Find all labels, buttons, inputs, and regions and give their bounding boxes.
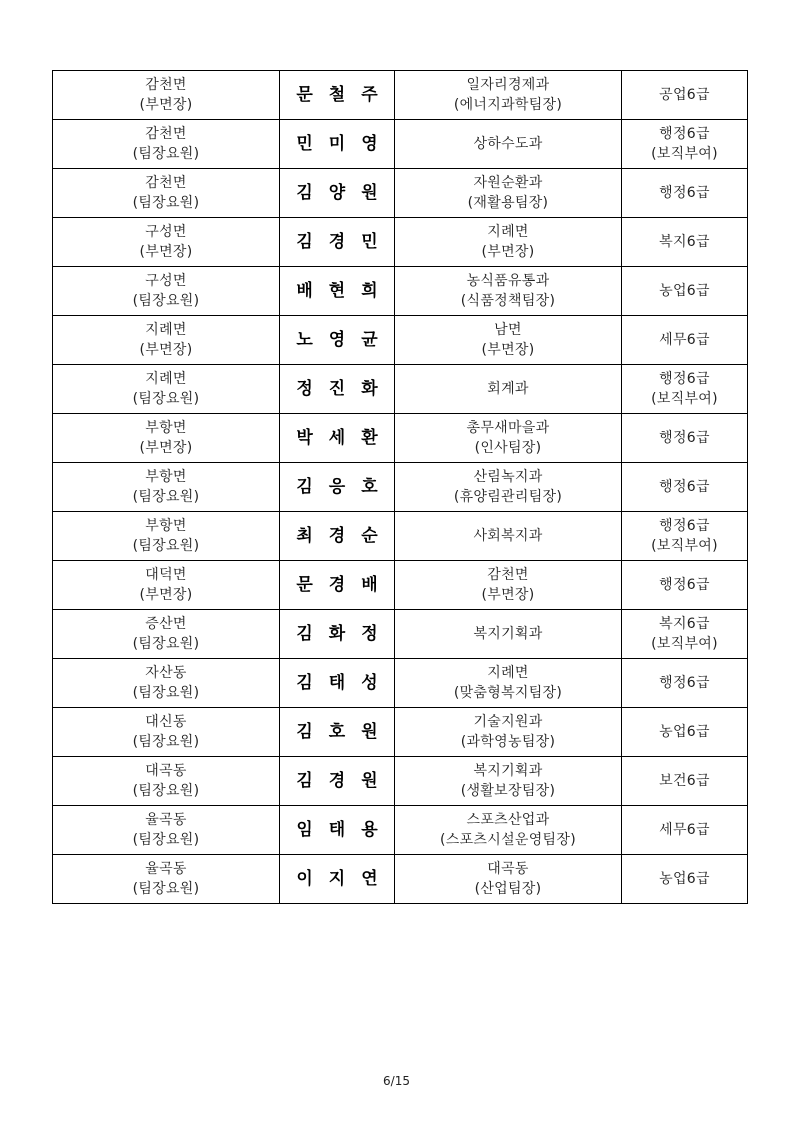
grade-line: 행정6급 (659, 371, 710, 387)
current-post-cell (53, 316, 280, 365)
new-post-line: 감천면 (487, 567, 529, 583)
current-post-line: 구성면 (145, 273, 187, 289)
employee-name-cell (280, 120, 395, 169)
current-post-line: (팀장요원) (132, 685, 200, 701)
current-post-line: (팀장요원) (132, 832, 200, 848)
current-post-line: (팀장요원) (132, 734, 200, 750)
new-post-cell (395, 316, 622, 365)
current-post-line: (부면장) (139, 587, 193, 603)
grade-line: (보직부여) (651, 146, 718, 162)
grade-line: 행정6급 (659, 185, 710, 201)
current-post-line: 대덕면 (145, 567, 187, 583)
current-post-cell (53, 561, 280, 610)
employee-name-cell (280, 169, 395, 218)
grade-line: 농업6급 (659, 283, 710, 299)
table-row (53, 757, 748, 806)
grade-cell (622, 71, 748, 120)
current-post-cell (53, 71, 280, 120)
grade-line: 복지6급 (659, 234, 710, 250)
table-row (53, 365, 748, 414)
employee-name-cell (280, 561, 395, 610)
grade-cell (622, 169, 748, 218)
new-post-cell (395, 71, 622, 120)
new-post-cell (395, 463, 622, 512)
table-row (53, 659, 748, 708)
current-post-cell (53, 365, 280, 414)
grade-line: 행정6급 (659, 430, 710, 446)
new-post-cell (395, 708, 622, 757)
employee-name-cell (280, 855, 395, 904)
current-post-line: (부면장) (139, 342, 193, 358)
current-post-line: 부항면 (145, 518, 187, 534)
employee-name-cell (280, 512, 395, 561)
employee-name-cell (280, 463, 395, 512)
employee-name-cell (280, 414, 395, 463)
current-post-line: 지례면 (145, 371, 187, 387)
new-post-line: (부면장) (481, 342, 535, 358)
new-post-line: 사회복지과 (473, 528, 543, 544)
table-row (53, 610, 748, 659)
current-post-line: (팀장요원) (132, 636, 200, 652)
grade-cell (622, 267, 748, 316)
table-row (53, 561, 748, 610)
employee-name: 노영균 (296, 329, 394, 350)
employee-name: 김화정 (296, 623, 394, 644)
employee-name-cell (280, 71, 395, 120)
new-post-cell (395, 757, 622, 806)
new-post-line: 총무새마을과 (466, 420, 550, 436)
grade-cell (622, 855, 748, 904)
current-post-cell (53, 414, 280, 463)
new-post-line: 복지기획과 (473, 626, 543, 642)
grade-cell (622, 463, 748, 512)
grade-cell (622, 610, 748, 659)
table-row (53, 71, 748, 120)
grade-line: 농업6급 (659, 871, 710, 887)
personnel-table (52, 70, 748, 904)
grade-line: 복지6급 (659, 616, 710, 632)
current-post-line: 지례면 (145, 322, 187, 338)
grade-cell (622, 316, 748, 365)
grade-cell (622, 659, 748, 708)
new-post-cell (395, 365, 622, 414)
grade-cell (622, 708, 748, 757)
employee-name: 민미영 (296, 133, 394, 154)
new-post-line: 지례면 (487, 665, 529, 681)
current-post-line: 부항면 (145, 420, 187, 436)
new-post-line: 스포츠산업과 (466, 812, 550, 828)
new-post-line: 기술지원과 (473, 714, 543, 730)
current-post-line: (부면장) (139, 440, 193, 456)
employee-name-cell (280, 610, 395, 659)
current-post-line: (팀장요원) (132, 146, 200, 162)
table-row (53, 120, 748, 169)
current-post-line: (팀장요원) (132, 538, 200, 554)
current-post-line: 대곡동 (145, 763, 187, 779)
current-post-line: (팀장요원) (132, 293, 200, 309)
current-post-line: (팀장요원) (132, 881, 200, 897)
new-post-cell (395, 561, 622, 610)
current-post-line: (팀장요원) (132, 783, 200, 799)
table-row (53, 806, 748, 855)
new-post-line: 복지기획과 (473, 763, 543, 779)
current-post-cell (53, 708, 280, 757)
grade-cell (622, 120, 748, 169)
personnel-table-body (53, 71, 748, 904)
current-post-cell (53, 806, 280, 855)
current-post-line: 율곡동 (145, 861, 187, 877)
new-post-line: 회계과 (487, 381, 529, 397)
table-row (53, 316, 748, 365)
grade-line: 세무6급 (659, 822, 710, 838)
table-row (53, 708, 748, 757)
grade-line: 행정6급 (659, 675, 710, 691)
grade-line: 행정6급 (659, 126, 710, 142)
grade-line: (보직부여) (651, 391, 718, 407)
table-row (53, 463, 748, 512)
employee-name: 배현희 (296, 280, 394, 301)
current-post-line: 대신동 (145, 714, 187, 730)
grade-line: 공업6급 (659, 87, 710, 103)
new-post-line: 남면 (494, 322, 522, 338)
new-post-line: (맞춤형복지팀장) (453, 685, 563, 701)
grade-cell (622, 757, 748, 806)
current-post-cell (53, 120, 280, 169)
employee-name-cell (280, 267, 395, 316)
grade-line: 행정6급 (659, 577, 710, 593)
employee-name: 김호원 (296, 721, 394, 742)
grade-cell (622, 561, 748, 610)
employee-name: 정진화 (296, 378, 394, 399)
employee-name: 김양원 (296, 182, 394, 203)
current-post-line: 율곡동 (145, 812, 187, 828)
employee-name-cell (280, 365, 395, 414)
current-post-line: 자산동 (145, 665, 187, 681)
current-post-cell (53, 855, 280, 904)
employee-name: 김태성 (296, 672, 394, 693)
new-post-cell (395, 267, 622, 316)
new-post-cell (395, 610, 622, 659)
new-post-line: 대곡동 (487, 861, 529, 877)
new-post-line: (휴양림관리팀장) (453, 489, 563, 505)
grade-cell (622, 218, 748, 267)
current-post-cell (53, 267, 280, 316)
current-post-line: 감천면 (145, 77, 187, 93)
new-post-line: (부면장) (481, 587, 535, 603)
employee-name-cell (280, 659, 395, 708)
grade-cell (622, 414, 748, 463)
current-post-cell (53, 218, 280, 267)
current-post-line: 증산면 (145, 616, 187, 632)
employee-name: 임태용 (296, 819, 394, 840)
current-post-cell (53, 659, 280, 708)
table-row (53, 512, 748, 561)
grade-cell (622, 365, 748, 414)
new-post-cell (395, 218, 622, 267)
new-post-line: 자원순환과 (473, 175, 543, 191)
new-post-cell (395, 120, 622, 169)
employee-name-cell (280, 218, 395, 267)
new-post-line: 지례면 (487, 224, 529, 240)
employee-name-cell (280, 316, 395, 365)
grade-line: 세무6급 (659, 332, 710, 348)
new-post-line: (인사팀장) (474, 440, 542, 456)
new-post-cell (395, 806, 622, 855)
current-post-line: 부항면 (145, 469, 187, 485)
new-post-line: (산업팀장) (474, 881, 542, 897)
new-post-line: (에너지과학팀장) (453, 97, 563, 113)
new-post-line: (과학영농팀장) (460, 734, 556, 750)
new-post-line: (스포츠시설운영팀장) (440, 832, 576, 848)
employee-name: 문철주 (296, 84, 394, 105)
employee-name: 최경순 (296, 525, 394, 546)
current-post-cell (53, 463, 280, 512)
current-post-line: (팀장요원) (132, 391, 200, 407)
current-post-line: (팀장요원) (132, 489, 200, 505)
new-post-line: (재활용팀장) (467, 195, 549, 211)
current-post-line: 구성면 (145, 224, 187, 240)
employee-name-cell (280, 806, 395, 855)
employee-name: 김응호 (296, 476, 394, 497)
grade-cell (622, 806, 748, 855)
employee-name: 박세환 (296, 427, 394, 448)
employee-name: 김경민 (296, 231, 394, 252)
new-post-line: 일자리경제과 (466, 77, 550, 93)
current-post-line: (부면장) (139, 244, 193, 260)
new-post-line: (부면장) (481, 244, 535, 260)
grade-line: 농업6급 (659, 724, 710, 740)
employee-name: 김경원 (296, 770, 394, 791)
new-post-cell (395, 169, 622, 218)
new-post-line: 농식품유통과 (466, 273, 550, 289)
table-row (53, 855, 748, 904)
current-post-line: 감천면 (145, 175, 187, 191)
grade-line: (보직부여) (651, 636, 718, 652)
new-post-line: (생활보장팀장) (460, 783, 556, 799)
new-post-cell (395, 512, 622, 561)
grade-line: (보직부여) (651, 538, 718, 554)
grade-line: 보건6급 (659, 773, 710, 789)
new-post-cell (395, 659, 622, 708)
table-row (53, 169, 748, 218)
table-row (53, 414, 748, 463)
new-post-cell (395, 855, 622, 904)
table-row (53, 267, 748, 316)
employee-name-cell (280, 708, 395, 757)
page-number: 6/15 (383, 1074, 410, 1088)
employee-name: 이지연 (296, 868, 394, 889)
current-post-cell (53, 610, 280, 659)
new-post-line: (식품정책팀장) (460, 293, 556, 309)
new-post-line: 산림녹지과 (473, 469, 543, 485)
employee-name-cell (280, 757, 395, 806)
new-post-cell (395, 414, 622, 463)
table-row (53, 218, 748, 267)
current-post-cell (53, 169, 280, 218)
current-post-cell (53, 757, 280, 806)
grade-line: 행정6급 (659, 518, 710, 534)
employee-name: 문경배 (296, 574, 394, 595)
grade-cell (622, 512, 748, 561)
current-post-line: 감천면 (145, 126, 187, 142)
new-post-line: 상하수도과 (473, 136, 543, 152)
grade-line: 행정6급 (659, 479, 710, 495)
current-post-line: (팀장요원) (132, 195, 200, 211)
current-post-cell (53, 512, 280, 561)
current-post-line: (부면장) (139, 97, 193, 113)
